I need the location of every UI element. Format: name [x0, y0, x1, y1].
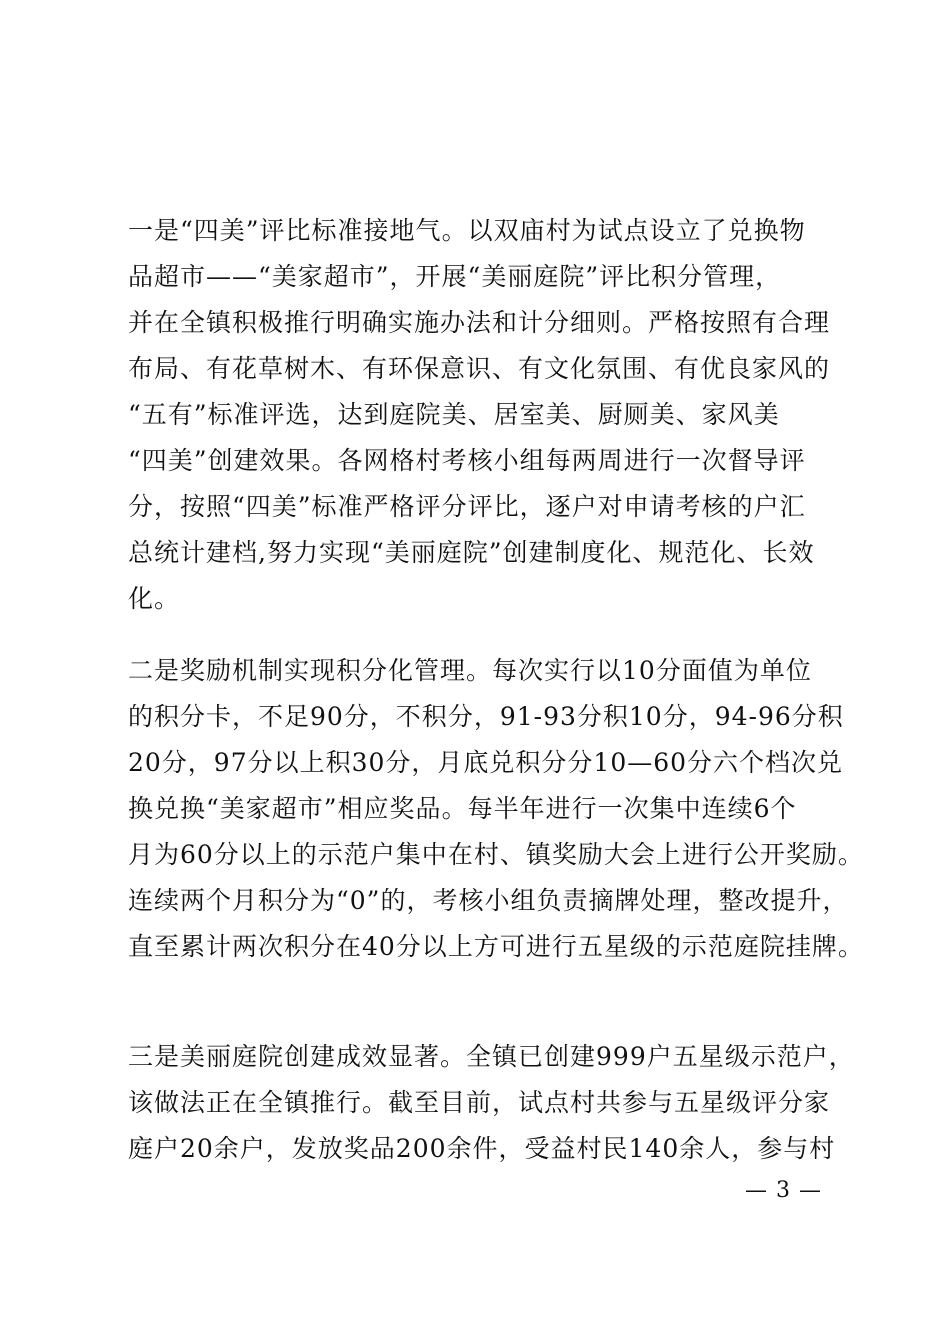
paragraph-line: 庭户20余户，发放奖品200余件，受益村民140余人，参与村 — [128, 1134, 836, 1163]
paragraph-line: 连续两个月积分为“0”的，考核小组负责摘牌处理，整改提升， — [128, 886, 849, 915]
paragraph-line: 总统计建档,努力实现“美丽庭院”创建制度化、规范化、长效 — [128, 538, 815, 567]
paragraph-line: 的积分卡，不足90分，不积分，91-93分积10分，94-96分积 — [128, 702, 844, 731]
paragraph-line: 该做法正在全镇推行。截至目前，试点村共参与五星级评分家 — [128, 1088, 831, 1117]
paragraph-line: 一是“四美”评比标准接地气。以双庙村为试点设立了兑换物 — [128, 216, 806, 245]
paragraph-line: 换兑换“美家超市”相应奖品。每半年进行一次集中连续6个 — [128, 794, 797, 823]
paragraph-line: 化。 — [128, 584, 181, 613]
paragraph-line: 月为60分以上的示范户集中在村、镇奖励大会上进行公开奖励。 — [128, 840, 864, 869]
paragraph-line: 直至累计两次积分在40分以上方可进行五星级的示范庭院挂牌。 — [128, 932, 864, 961]
paragraph-line: 并在全镇积极推行明确实施办法和计分细则。严格按照有合理 — [128, 308, 831, 337]
paragraph-line: 品超市——“美家超市”，开展“美丽庭院”评比积分管理， — [128, 262, 782, 291]
paragraph-line: 20分，97分以上积30分，月底兑积分分10—60分六个档次兑 — [128, 748, 844, 777]
paragraph-line: “四美”创建效果。各网格村考核小组每两周进行一次督导评 — [128, 446, 806, 475]
paragraph-line: 二是奖励机制实现积分化管理。每次实行以10分面值为单位 — [128, 656, 812, 685]
page-number: — 3 — — [745, 1178, 822, 1203]
paragraph-line: 布局、有花草树木、有环保意识、有文化氛围、有优良家风的 — [128, 354, 831, 383]
paragraph-line: “五有”标准评选，达到庭院美、居室美、厨厕美、家风美 — [128, 400, 780, 429]
paragraph-line: 分，按照“四美”标准严格评分评比，逐户对申请考核的户汇 — [128, 492, 806, 521]
paragraph-line: 三是美丽庭院创建成效显著。全镇已创建999户五星级示范户， — [128, 1042, 855, 1071]
